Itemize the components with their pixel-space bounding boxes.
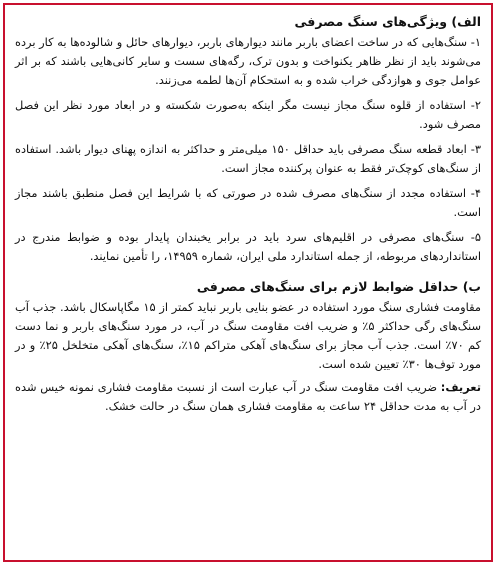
section-b-title: ب) حداقل ضوابط لازم برای سنگ‌های مصرفی [196, 279, 481, 294]
section-b-paragraph: مقاومت فشاری سنگ مورد استفاده در عضو بنایی باربر نباید کمتر از ۱۵ مگاپاسکال باشد. جذب آب سنگ‌های رگی حداکثر ۵٪ و ضریب افت مقاومت سنگ در آب، در مورد سنگ‌های باربر و نما دست کم ۷۰٪ است. جذب آب مجاز برای سنگ‌های آهکی متراکم ۱۵٪، سنگ‌های آهکی متخلخل ۲۵٪ و در مورد توف‌ها ۳۰٪ تعیین شده است. [15, 300, 482, 371]
list-item-4: ۴- استفاده مجدد از سنگ‌های مصرف شده در صورتی که با شرایط این فصل منطبق باشند مجاز است. [15, 186, 481, 219]
section-a-title: الف) ویژگی‌های سنگ مصرفی [294, 14, 481, 29]
list-item-5: ۵- سنگ‌های مصرفی در اقلیم‌های سرد باید در برابر یخبندان پایدار بوده و ضوابط مندرج در استانداردهای مربوطه، از جمله استاندارد ملی ایران، شماره ۱۴۹۵۹، را تأمین نمایند. [15, 230, 481, 263]
document-frame [3, 3, 493, 562]
definition-paragraph [15, 378, 481, 416]
list-item-1: ۱- سنگ‌هایی که در ساخت اعضای باربر مانند دیوارهای باربر، دیوارهای حائل و شالوده‌ها به کار برده می‌شوند باید از نظر ظاهر یکنواخت و بدون ترک، رگه‌های سست و سایر کانی‌هایی باشند که بر اثر عوامل جوی و هوازدگی خراب شده و به استحکام آن‌ها لطمه می‌زنند. [15, 35, 481, 87]
list-item-2: ۲- استفاده از قلوه سنگ مجاز نیست مگر اینکه به‌صورت شکسته و در ابعاد مورد نظر این فصل مصرف شود. [15, 98, 481, 131]
list-item-3: ۳- ابعاد قطعه سنگ مصرفی باید حداقل ۱۵۰ میلی‌متر و حداکثر به اندازه پهنای دیوار باشد. استفاده از سنگ‌های کوچک‌تر فقط به عنوان پرکننده مجاز است. [15, 142, 481, 175]
definition-label: تعریف: [440, 380, 481, 394]
definition-text: ضریب افت مقاومت سنگ در آب عبارت است از نسبت مقاومت فشاری نمونه خیس شده در آب به مدت حداقل ۲۴ ساعت به مقاومت فشاری همان سنگ در حالت خشک. [15, 380, 481, 413]
